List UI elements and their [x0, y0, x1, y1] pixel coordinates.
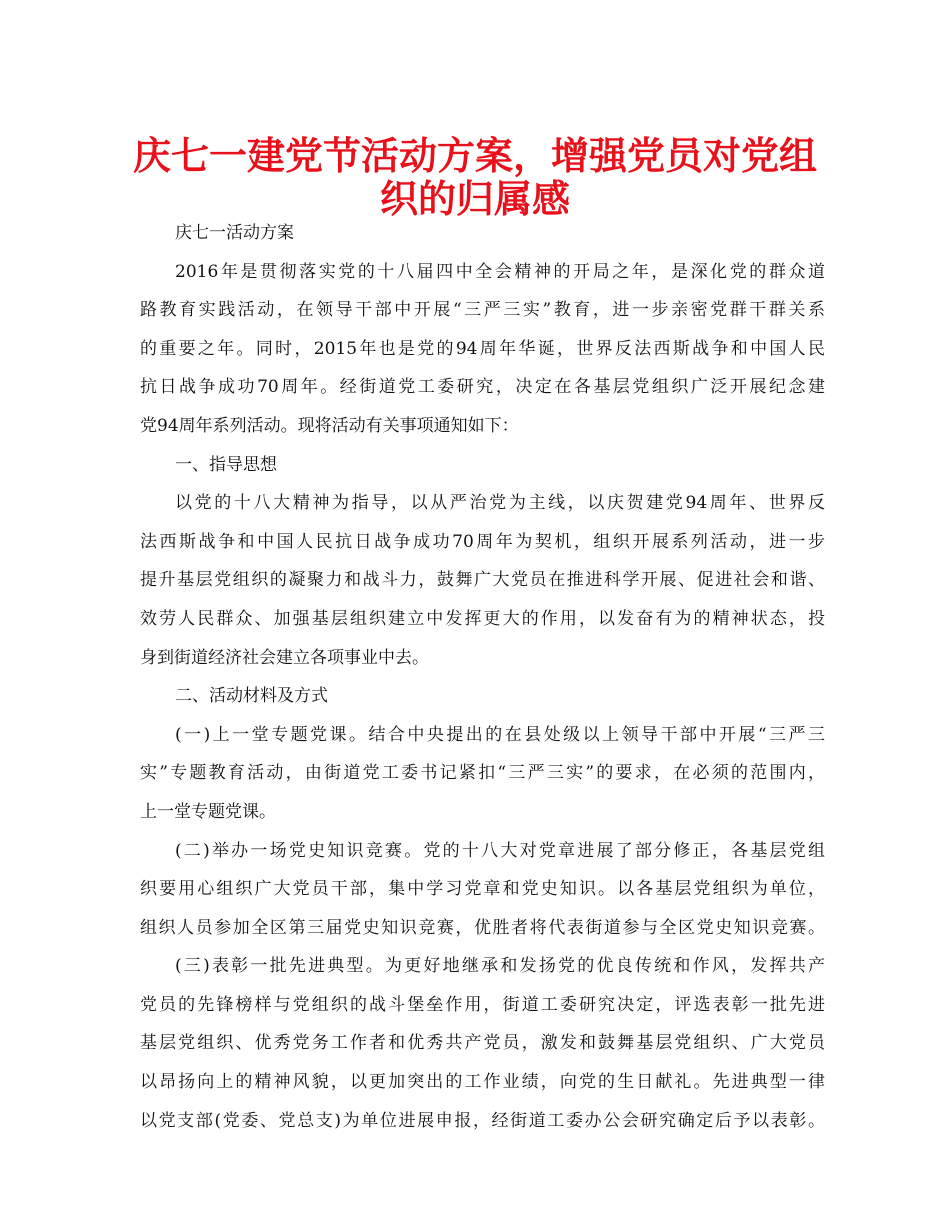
section-heading: 庆七一活动方案: [175, 223, 294, 243]
paragraph-line: 抗日战争成功70周年。经街道党工委研究，决定在各基层党组织广泛开展纪念建: [140, 377, 825, 398]
paragraph-line: 党94周年系列活动。现将活动有关事项通知如下：: [140, 415, 519, 436]
title-line-1: 庆七一建党节活动方案，增强党员对党组: [132, 134, 817, 178]
paragraph-line: 织要用心组织广大党员干部，集中学习党章和党史知识。以各基层党组织为单位，: [140, 879, 825, 900]
paragraph-line: 基层党组织、优秀党务工作者和优秀共产党员，激发和鼓舞基层党组织、广大党员: [140, 1033, 825, 1054]
paragraph-line: 上一堂专题党课。: [140, 801, 276, 822]
paragraph-line: (一)上一堂专题党课。结合中央提出的在县处级以上领导干部中开展“三严三: [175, 724, 825, 745]
paragraph-line: 2016年是贯彻落实党的十八届四中全会精神的开局之年，是深化党的群众道: [175, 261, 825, 282]
paragraph-line: 的重要之年。同时，2015年也是党的94周年华诞，世界反法西斯战争和中国人民: [140, 338, 825, 359]
paragraph-line: 组织人员参加全区第三届党史知识竞赛，优胜者将代表街道参与全区党史知识竞赛。: [140, 917, 825, 938]
paragraph-line: 身到街道经济社会建立各项事业中去。: [140, 647, 429, 668]
paragraph-line: 党员的先锋榜样与党组织的战斗堡垒作用，街道工委研究决定，评选表彰一批先进: [140, 994, 825, 1015]
paragraph-line: (三)表彰一批先进典型。为更好地继承和发扬党的优良传统和作风，发挥共产: [175, 956, 825, 977]
paragraph-line: (二)举办一场党史知识竞赛。党的十八大对党章进展了部分修正，各基层党组: [175, 840, 825, 861]
paragraph-line: 提升基层党组织的凝聚力和战斗力，鼓舞广大党员在推进科学开展、促进社会和谐、: [140, 570, 825, 591]
paragraph-line: 法西斯战争和中国人民抗日战争成功70周年为契机，组织开展系列活动，进一步: [140, 531, 825, 552]
paragraph-line: 实”专题教育活动，由街道党工委书记紧扣“三严三实”的要求，在必须的范围内，: [140, 763, 825, 784]
paragraph-line: 效劳人民群众、加强基层组织建立中发挥更大的作用，以发奋有为的精神状态，投: [140, 608, 825, 629]
paragraph-line: 以党支部(党委、党总支)为单位进展申报，经街道工委办公会研究确定后予以表彰。: [140, 1110, 825, 1131]
paragraph-line: 路教育实践活动，在领导干部中开展“三严三实”教育，进一步亲密党群干群关系: [140, 300, 825, 321]
section-heading: 一、指导思想: [175, 454, 277, 475]
paragraph-line: 以党的十八大精神为指导，以从严治党为主线，以庆贺建党94周年、世界反: [175, 493, 825, 514]
title-line-2: 织的归属感: [379, 177, 570, 221]
paragraph-line: 以昂扬向上的精神风貌，以更加突出的工作业绩，向党的生日献礼。先进典型一律: [140, 1072, 825, 1093]
section-heading: 二、活动材料及方式: [175, 686, 328, 707]
document-body: [140, 214, 825, 1140]
